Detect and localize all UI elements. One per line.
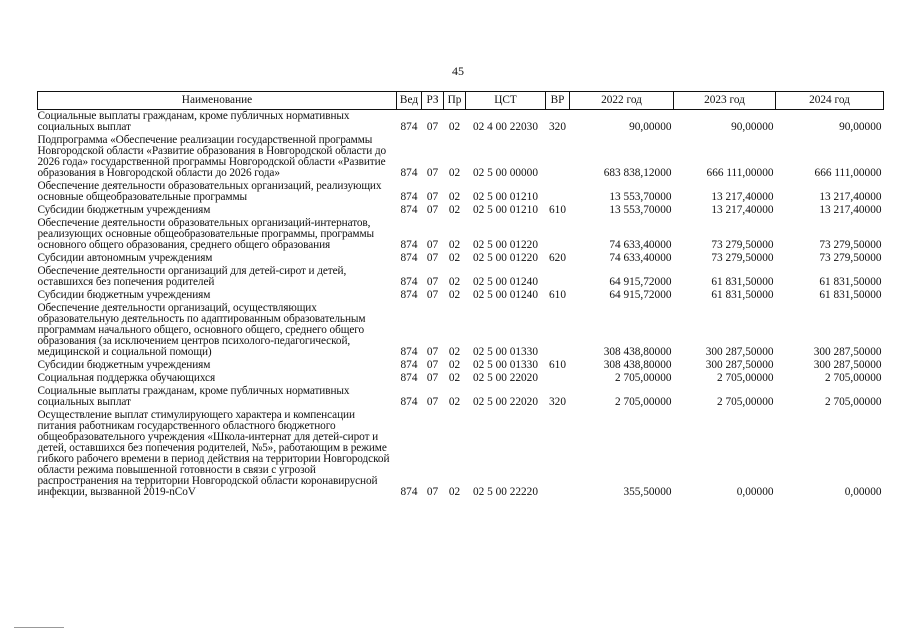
row-amount-2022: 683 838,12000 <box>603 167 672 179</box>
row-vr <box>546 302 570 359</box>
row-rz: 07 <box>426 346 439 358</box>
row-rz: 07 <box>426 372 439 384</box>
header-ved: Вед <box>397 92 422 110</box>
table-row <box>38 372 884 385</box>
row-name: Социальные выплаты гражданам, кроме публичных нормативных социальных выплат <box>37 385 350 408</box>
page-number: 45 <box>452 64 464 78</box>
row-cst: 02 5 00 22220 <box>473 486 538 498</box>
row-ved: 874 <box>400 204 418 216</box>
row-amount-2022: 74 633,40000 <box>609 239 672 251</box>
footer-divider <box>14 627 64 628</box>
header-pr: Пр <box>444 92 466 110</box>
row-name: Обеспечение деятельности образовательных организаций-интернатов, реализующих основные общеобразовательные программы, программы основного общего образования, среднего общего образования <box>37 217 375 251</box>
row-vr <box>546 180 570 204</box>
row-vr <box>546 372 570 385</box>
row-rz: 07 <box>426 276 439 288</box>
row-amount-2023: 300 287,50000 <box>705 346 774 358</box>
header-vr: ВР <box>546 92 570 110</box>
header-name: Наименование <box>38 92 397 110</box>
row-name: Субсидии бюджетным учреждениям <box>37 359 211 371</box>
row-amount-2024: 300 287,50000 <box>813 359 882 371</box>
row-ved: 874 <box>400 289 418 301</box>
row-cst: 02 5 00 01220 <box>473 239 538 251</box>
row-ved: 874 <box>400 252 418 264</box>
row-vr <box>546 265 570 289</box>
row-cst: 02 5 00 01330 <box>473 346 538 358</box>
row-amount-2022: 355,50000 <box>623 486 672 498</box>
row-amount-2023: 0,00000 <box>736 486 774 498</box>
table-row <box>38 204 884 217</box>
row-amount-2022: 64 915,72000 <box>609 289 672 301</box>
row-ved: 874 <box>400 276 418 288</box>
row-amount-2022: 2 705,00000 <box>615 396 672 408</box>
row-amount-2022: 308 438,80000 <box>603 359 672 371</box>
row-amount-2022: 2 705,00000 <box>615 372 672 384</box>
row-ved: 874 <box>400 239 418 251</box>
row-amount-2024: 666 111,00000 <box>814 167 882 179</box>
row-amount-2022: 13 553,70000 <box>609 204 672 216</box>
table-row <box>38 302 884 359</box>
row-amount-2023: 13 217,40000 <box>711 191 774 203</box>
row-cst: 02 5 00 22020 <box>473 372 538 384</box>
row-rz: 07 <box>426 204 439 216</box>
row-ved: 874 <box>400 191 418 203</box>
row-name: Социальная поддержка обучающихся <box>37 372 216 384</box>
row-pr: 02 <box>448 239 461 251</box>
table-row <box>38 110 884 135</box>
row-amount-2022: 64 915,72000 <box>609 276 672 288</box>
row-amount-2024: 90,00000 <box>839 121 882 133</box>
row-amount-2024: 2 705,00000 <box>825 396 882 408</box>
row-cst: 02 5 00 00000 <box>473 167 538 179</box>
row-amount-2024: 2 705,00000 <box>825 372 882 384</box>
row-amount-2024: 61 831,50000 <box>819 276 882 288</box>
header-cst: ЦСТ <box>466 92 546 110</box>
row-ved: 874 <box>400 372 418 384</box>
row-cst: 02 4 00 22030 <box>473 121 538 133</box>
row-name: Обеспечение деятельности организаций для детей-сирот и детей, оставшихся без попечения родителей <box>37 265 347 288</box>
row-amount-2024: 0,00000 <box>844 486 882 498</box>
row-cst: 02 5 00 22020 <box>473 396 538 408</box>
row-rz: 07 <box>426 396 439 408</box>
row-amount-2023: 13 217,40000 <box>711 204 774 216</box>
row-pr: 02 <box>448 289 461 301</box>
row-pr: 02 <box>448 276 461 288</box>
row-vr: 320 <box>549 121 566 133</box>
row-vr <box>546 134 570 180</box>
table-row <box>38 265 884 289</box>
row-amount-2023: 73 279,50000 <box>711 252 774 264</box>
row-name: Обеспечение деятельности образовательных организаций, реализующих основные общеобразовательные программы <box>37 180 382 203</box>
row-pr: 02 <box>448 204 461 216</box>
row-name: Социальные выплаты гражданам, кроме публичных нормативных социальных выплат <box>37 110 350 133</box>
row-amount-2023: 2 705,00000 <box>717 396 774 408</box>
row-pr: 02 <box>448 346 461 358</box>
row-rz: 07 <box>426 359 439 371</box>
row-ved: 874 <box>400 359 418 371</box>
row-rz: 07 <box>426 121 439 133</box>
row-rz: 07 <box>426 167 439 179</box>
table-row <box>38 217 884 252</box>
table-row <box>38 134 884 180</box>
row-amount-2022: 13 553,70000 <box>609 191 672 203</box>
row-rz: 07 <box>426 191 439 203</box>
row-amount-2023: 666 111,00000 <box>706 167 774 179</box>
row-pr: 02 <box>448 121 461 133</box>
row-ved: 874 <box>400 167 418 179</box>
row-amount-2022: 74 633,40000 <box>609 252 672 264</box>
row-name: Осуществление выплат стимулирующего характера и компенсации питания работникам государственного областного бюджетного общеобразовательного учреждения «Школа-интернат для детей-сирот и детей, оставшихся без попечения родителей, №5», работающим в режиме гибкого рабочего времени в период действия на территории Новгородской области режима повышенной готовности в связи с угрозой распространения на территории Новгородской области коронавирусной инфекции, вызванной 2019-nCoV <box>37 409 390 498</box>
budget-table <box>37 91 884 499</box>
header-2024: 2024 год <box>776 92 884 110</box>
table-header <box>38 92 884 110</box>
row-amount-2023: 90,00000 <box>731 121 774 133</box>
row-vr <box>546 409 570 499</box>
row-vr: 320 <box>549 396 566 408</box>
row-vr <box>546 217 570 252</box>
row-cst: 02 5 00 01330 <box>473 359 538 371</box>
row-vr: 610 <box>549 289 566 301</box>
row-vr: 610 <box>549 204 566 216</box>
row-amount-2024: 61 831,50000 <box>819 289 882 301</box>
row-rz: 07 <box>426 289 439 301</box>
row-amount-2024: 300 287,50000 <box>813 346 882 358</box>
row-cst: 02 5 00 01210 <box>473 204 538 216</box>
row-amount-2022: 308 438,80000 <box>603 346 672 358</box>
row-cst: 02 5 00 01240 <box>473 276 538 288</box>
table-row <box>38 289 884 302</box>
row-cst: 02 5 00 01220 <box>473 252 538 264</box>
row-name: Обеспечение деятельности организаций, осуществляющих образовательную деятельность по адаптированным образовательным программам начального общего, основного общего, среднего общего образования (за исключением центров психолого-педагогической, медицинской и социальной помощи) <box>37 302 366 358</box>
row-pr: 02 <box>448 359 461 371</box>
row-amount-2024: 13 217,40000 <box>819 191 882 203</box>
row-amount-2024: 73 279,50000 <box>819 239 882 251</box>
table-row <box>38 359 884 372</box>
row-ved: 874 <box>400 486 418 498</box>
row-amount-2023: 61 831,50000 <box>711 289 774 301</box>
row-amount-2024: 73 279,50000 <box>819 252 882 264</box>
row-name: Субсидии бюджетным учреждениям <box>37 289 211 301</box>
row-amount-2023: 61 831,50000 <box>711 276 774 288</box>
row-vr: 620 <box>549 252 566 264</box>
row-ved: 874 <box>400 396 418 408</box>
header-2022: 2022 год <box>570 92 674 110</box>
row-name: Субсидии бюджетным учреждениям <box>37 204 211 216</box>
row-pr: 02 <box>448 252 461 264</box>
header-rz: РЗ <box>422 92 444 110</box>
header-2023: 2023 год <box>674 92 776 110</box>
row-pr: 02 <box>448 486 461 498</box>
row-name: Субсидии автономным учреждениям <box>37 252 213 264</box>
row-pr: 02 <box>448 372 461 384</box>
row-amount-2022: 90,00000 <box>629 121 672 133</box>
row-pr: 02 <box>448 396 461 408</box>
row-amount-2023: 2 705,00000 <box>717 372 774 384</box>
row-ved: 874 <box>400 121 418 133</box>
table-row <box>38 252 884 265</box>
table-row <box>38 385 884 409</box>
table-body <box>38 110 884 500</box>
table-row <box>38 180 884 204</box>
row-cst: 02 5 00 01210 <box>473 191 538 203</box>
row-amount-2023: 73 279,50000 <box>711 239 774 251</box>
row-amount-2023: 300 287,50000 <box>705 359 774 371</box>
row-cst: 02 5 00 01240 <box>473 289 538 301</box>
row-name: Подпрограмма «Обеспечение реализации государственной программы Новгородской области «Развитие образования в Новгородской области до 2026 года» государственной программы Новгородской области «Развитие образования в Новгородской области до 2026 года» <box>37 134 387 179</box>
table-row <box>38 409 884 499</box>
row-ved: 874 <box>400 346 418 358</box>
row-rz: 07 <box>426 252 439 264</box>
row-rz: 07 <box>426 239 439 251</box>
row-vr: 610 <box>549 359 566 371</box>
row-amount-2024: 13 217,40000 <box>819 204 882 216</box>
row-pr: 02 <box>448 191 461 203</box>
row-pr: 02 <box>448 167 461 179</box>
row-rz: 07 <box>426 486 439 498</box>
